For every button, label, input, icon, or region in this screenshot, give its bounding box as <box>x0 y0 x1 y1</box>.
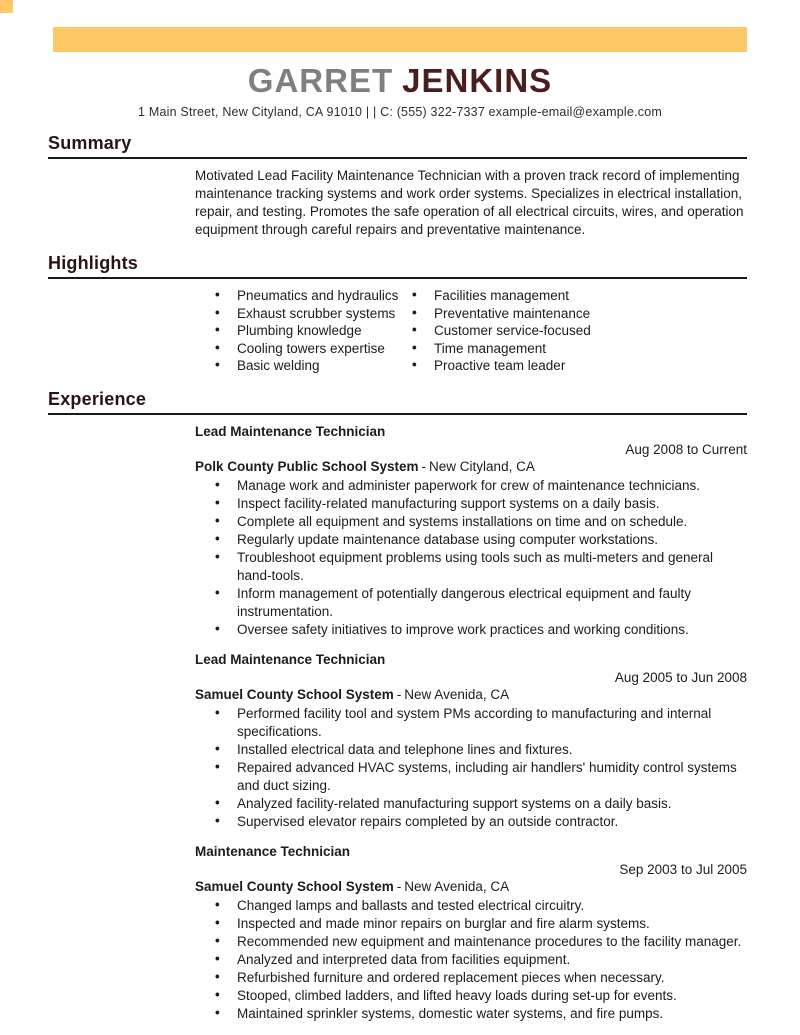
highlight-item <box>213 287 410 305</box>
job-bullet-text: Manage work and administer paperwork for crew of maintenance technicians. <box>237 477 700 493</box>
company-name: Samuel County School System <box>195 686 394 702</box>
company-name: Polk County Public School System <box>195 458 419 474</box>
job-bullet-text: Changed lamps and ballasts and tested electrical circuitry. <box>237 897 585 913</box>
section-summary <box>48 133 747 239</box>
job-bullet-text: Regularly update maintenance database using computer workstations. <box>237 531 658 547</box>
job-bullet-text: Performed facility tool and system PMs according to manufacturing and internal specifications. <box>237 705 712 739</box>
experience-heading: Experience <box>48 389 747 415</box>
section-highlights <box>48 253 747 375</box>
highlights-column-1 <box>213 287 410 375</box>
job-bullet <box>213 813 747 831</box>
job-bullet-list <box>213 705 747 831</box>
job-company-line <box>195 878 747 896</box>
job-location: New Avenida, CA <box>404 686 510 702</box>
job-bullet-text: Troubleshoot equipment problems using tools such as multi-meters and general hand-tools. <box>237 549 714 583</box>
job-bullet-text: Stooped, climbed ladders, and lifted heavy loads during set-up for events. <box>237 987 677 1003</box>
job-bullet-list <box>213 477 747 639</box>
job-bullet <box>213 495 747 513</box>
highlight-text: Customer service-focused <box>434 323 591 338</box>
highlight-text: Cooling towers expertise <box>237 340 385 356</box>
highlight-item <box>410 322 591 340</box>
job-entry-2 <box>195 651 747 831</box>
highlight-item <box>410 287 591 305</box>
company-location-separator: - <box>396 878 402 894</box>
job-bullet-text: Refurbished furniture and ordered replacement pieces when necessary. <box>237 969 665 985</box>
highlight-text: Preventative maintenance <box>434 305 591 321</box>
job-bullet-text: Recommended new equipment and maintenance procedures to the facility manager. <box>237 933 742 949</box>
job-bullet <box>213 585 747 621</box>
job-bullet-text: Supervised elevator repairs completed by an outside contractor. <box>237 813 619 829</box>
job-bullet <box>213 987 747 1005</box>
resume-header <box>0 0 800 119</box>
job-bullet-text: Inspected and made minor repairs on burglar and fire alarm systems. <box>237 915 650 931</box>
highlight-text: Pneumatics and hydraulics <box>237 288 399 303</box>
job-bullet <box>213 897 747 915</box>
job-entry-3 <box>195 843 747 1023</box>
job-bullet-text: Oversee safety initiatives to improve work practices and working conditions. <box>237 621 689 637</box>
last-name: JENKINS <box>402 62 553 99</box>
first-name: GARRET <box>247 62 394 99</box>
highlight-item <box>213 305 410 323</box>
job-bullet <box>213 933 747 951</box>
job-bullet <box>213 621 747 639</box>
job-bullet-text: Maintained sprinkler systems, domestic water systems, and fire pumps. <box>237 1005 664 1021</box>
job-bullet <box>213 531 747 549</box>
highlights-column-2 <box>410 287 591 375</box>
job-bullet <box>213 1005 747 1023</box>
highlight-item <box>213 340 410 358</box>
job-bullet-text: Repaired advanced HVAC systems, including air handlers' humidity control systems and duct sizing. <box>237 759 737 793</box>
highlights-heading: Highlights <box>48 253 747 279</box>
highlights-columns <box>213 287 747 375</box>
job-company-line <box>195 458 747 476</box>
job-bullet-text: Inform management of potentially dangerous electrical equipment and faulty instrumentation. <box>237 585 692 619</box>
job-bullet <box>213 759 747 795</box>
job-dates: Aug 2008 to Current <box>625 441 747 457</box>
job-bullet-text: Analyzed facility-related manufacturing support systems on a daily basis. <box>237 795 672 811</box>
candidate-name <box>0 62 800 100</box>
job-title: Maintenance Technician <box>195 843 351 859</box>
job-company-line <box>195 686 747 704</box>
highlight-text: Time management <box>434 340 547 356</box>
job-bullet <box>213 795 747 813</box>
job-dates: Aug 2005 to Jun 2008 <box>614 669 747 685</box>
job-location: New Avenida, CA <box>404 878 510 894</box>
highlight-text: Exhaust scrubber systems <box>237 305 396 321</box>
job-bullet-text: Installed electrical data and telephone lines and fixtures. <box>237 741 573 757</box>
section-experience <box>48 389 747 1023</box>
highlight-text: Basic welding <box>237 358 320 373</box>
job-bullet <box>213 969 747 987</box>
highlight-text: Plumbing knowledge <box>237 323 362 338</box>
job-location: New Cityland, CA <box>429 458 535 474</box>
job-bullet-text: Analyzed and interpreted data from facilities equipment. <box>237 951 571 967</box>
company-name: Samuel County School System <box>195 878 394 894</box>
highlight-text: Facilities management <box>434 288 570 303</box>
highlight-item <box>410 305 591 323</box>
job-entry-1 <box>195 423 747 639</box>
job-bullet <box>213 549 747 585</box>
resume-body <box>0 133 800 1023</box>
job-bullet <box>213 513 747 531</box>
job-bullet <box>213 951 747 969</box>
highlight-item <box>213 322 410 340</box>
highlight-item <box>410 357 591 375</box>
company-location-separator: - <box>421 458 427 474</box>
job-bullet <box>213 741 747 759</box>
contact-line: 1 Main Street, New Cityland, CA 91010 | | C: (555) 322-7337 example-email@example.com <box>138 105 662 119</box>
highlight-text: Proactive team leader <box>434 358 566 373</box>
header-accent-band <box>53 27 747 52</box>
job-bullet <box>213 915 747 933</box>
highlight-item <box>410 340 591 358</box>
job-bullet-text: Inspect facility-related manufacturing support systems on a daily basis. <box>237 495 660 511</box>
summary-text: Motivated Lead Facility Maintenance Technician with a proven track record of implementing maintenance tracking systems and work order systems. Specializes in electrical installation, repair, and testing. Promotes the safe operation of all electrical circuits, wires, and operation equipment through careful repairs and preventative maintenance. <box>195 168 744 237</box>
job-dates: Sep 2003 to Jul 2005 <box>619 861 747 877</box>
company-location-separator: - <box>396 686 402 702</box>
job-title: Lead Maintenance Technician <box>195 423 386 439</box>
job-bullet-text: Complete all equipment and systems installations on time and on schedule. <box>237 513 688 529</box>
corner-accent <box>0 0 13 13</box>
job-title: Lead Maintenance Technician <box>195 651 386 667</box>
summary-heading: Summary <box>48 133 747 159</box>
highlight-item <box>213 357 410 375</box>
job-bullet <box>213 477 747 495</box>
job-bullet <box>213 705 747 741</box>
job-bullet-list <box>213 897 747 1023</box>
